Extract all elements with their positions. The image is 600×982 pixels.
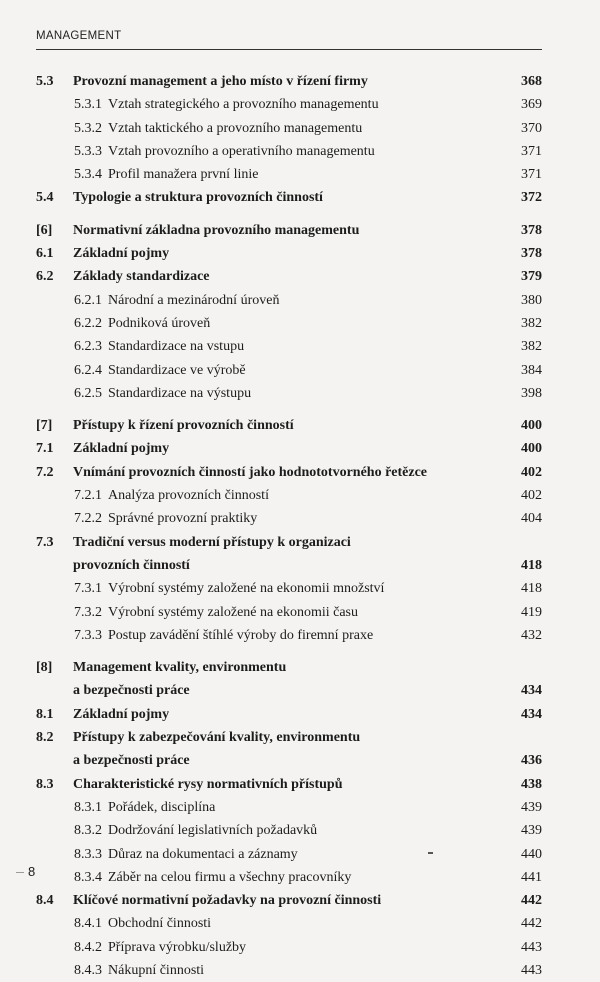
toc-page-number: 438 xyxy=(521,776,542,792)
toc-title xyxy=(36,819,506,842)
toc-page-number: 439 xyxy=(521,799,542,815)
toc-number: 5.3.2 xyxy=(74,120,102,136)
header-rule xyxy=(36,49,542,50)
toc-number: 5.3.1 xyxy=(74,97,102,113)
toc-title: Provozní management a jeho místo v řízení firmy xyxy=(73,74,368,89)
toc-title xyxy=(36,577,506,600)
toc-title xyxy=(36,601,506,624)
toc-section-row xyxy=(36,461,542,484)
toc-page-number: 418 xyxy=(521,557,542,573)
toc-number: 6.2.5 xyxy=(74,385,102,401)
toc-title-text: Vztah strategického a provozního managementu xyxy=(108,97,379,113)
toc-title: Přístupy k zabezpečování kvality, environmentu xyxy=(73,730,361,746)
toc-number: [7] xyxy=(36,418,53,434)
table-of-contents xyxy=(36,70,542,982)
toc-title xyxy=(36,140,506,163)
toc-page-number: 439 xyxy=(521,823,542,839)
toc-page-number: 382 xyxy=(521,339,542,355)
toc-page-number: 400 xyxy=(521,418,542,434)
folio-mark xyxy=(16,872,24,873)
toc-page-number: 398 xyxy=(521,385,542,401)
toc-page-number: 418 xyxy=(521,581,542,597)
toc-number: 7.3.2 xyxy=(74,604,102,620)
toc-page-number: 440 xyxy=(521,846,542,862)
toc-number: 6.2.3 xyxy=(74,339,102,355)
toc-title xyxy=(36,507,506,530)
toc-title: Normativní základna provozního managementu xyxy=(73,222,360,238)
page-number: 8 xyxy=(28,864,36,879)
toc-section-row xyxy=(36,889,542,912)
toc-page-number: 368 xyxy=(521,74,542,89)
toc-title xyxy=(36,484,506,507)
toc-subsection-row xyxy=(36,359,542,382)
toc-subsection-row xyxy=(36,117,542,140)
toc-title-text: Obchodní činnosti xyxy=(108,916,212,932)
toc-title: Management kvality, environmentu xyxy=(73,660,287,676)
toc-title-text: Správné provozní praktiky xyxy=(108,511,258,527)
toc-number: 8.4.3 xyxy=(74,962,102,978)
toc-number: 8.4 xyxy=(36,893,54,909)
toc-page-number: 384 xyxy=(521,362,542,378)
toc-number: 7.3.1 xyxy=(74,581,102,597)
toc-page-number: 436 xyxy=(521,753,542,769)
toc-title: provozních činností xyxy=(73,557,190,573)
toc-title-text: Vztah provozního a operativního managementu xyxy=(108,143,375,159)
toc-title xyxy=(36,382,506,405)
toc-title-text: Standardizace na vstupu xyxy=(108,339,245,355)
toc-title xyxy=(36,796,506,819)
ink-speck xyxy=(428,852,433,854)
toc-title-text: Národní a mezinárodní úroveň xyxy=(108,292,280,308)
toc-title: a bezpečnosti práce xyxy=(73,753,190,769)
toc-title xyxy=(36,359,506,382)
toc-title: Charakteristické rysy normativních přístupů xyxy=(73,776,343,792)
toc-section-row xyxy=(36,726,542,749)
toc-page-number: 441 xyxy=(521,869,542,885)
toc-section-row xyxy=(36,70,542,93)
toc-page-number: 380 xyxy=(521,292,542,308)
toc-page-number: 400 xyxy=(521,441,542,457)
toc-section-row xyxy=(36,554,542,577)
toc-subsection-row xyxy=(36,335,542,358)
toc-subsection-row xyxy=(36,912,542,935)
toc-subsection-row xyxy=(36,601,542,624)
toc-title: Základní pojmy xyxy=(73,706,170,722)
toc-page-number: 382 xyxy=(521,315,542,331)
toc-title xyxy=(36,912,506,935)
toc-title-text: Nákupní činnosti xyxy=(108,962,205,978)
toc-title-text: Záběr na celou firmu a všechny pracovníky xyxy=(108,869,352,885)
toc-title-text: Standardizace ve výrobě xyxy=(108,362,246,378)
toc-number: 8.3.3 xyxy=(74,846,102,862)
toc-page-number: 434 xyxy=(521,706,542,722)
toc-number: 6.2.4 xyxy=(74,362,102,378)
toc-number: 8.4.2 xyxy=(74,939,102,955)
toc-title xyxy=(36,624,506,647)
toc-subsection-row xyxy=(36,959,542,982)
toc-page-number: 443 xyxy=(521,939,542,955)
toc-subsection-row xyxy=(36,312,542,335)
toc-number: 5.3 xyxy=(36,74,54,89)
toc-title: Klíčové normativní požadavky na provozní činnosti xyxy=(73,893,382,909)
toc-subsection-row xyxy=(36,507,542,530)
toc-title-text: Analýza provozních činností xyxy=(108,488,269,504)
toc-title: Základní pojmy xyxy=(73,441,170,457)
toc-title xyxy=(36,93,506,116)
toc-title xyxy=(36,163,506,186)
toc-number: 8.3.2 xyxy=(74,823,102,839)
toc-page-number: 369 xyxy=(521,97,542,113)
toc-title xyxy=(36,335,506,358)
toc-section-row xyxy=(36,656,542,679)
toc-number: 6.2.2 xyxy=(74,315,102,331)
toc-subsection-row xyxy=(36,484,542,507)
toc-subsection-row xyxy=(36,819,542,842)
toc-number: 5.3.3 xyxy=(74,143,102,159)
toc-number: 6.1 xyxy=(36,246,54,262)
toc-title-text: Dodržování legislativních požadavků xyxy=(108,823,318,839)
toc-title xyxy=(36,289,506,312)
toc-number: 8.2 xyxy=(36,730,54,746)
toc-page-number: 402 xyxy=(521,464,542,480)
toc-subsection-row xyxy=(36,624,542,647)
toc-subsection-row xyxy=(36,163,542,186)
toc-number: 7.3 xyxy=(36,534,54,550)
toc-section-row xyxy=(36,414,542,437)
toc-number: 5.4 xyxy=(36,190,54,206)
running-head: MANAGEMENT xyxy=(36,30,122,42)
toc-number: [6] xyxy=(36,222,53,238)
toc-title xyxy=(36,312,506,335)
toc-section-row xyxy=(36,531,542,554)
toc-page-number: 419 xyxy=(521,604,542,620)
toc-section-row xyxy=(36,703,542,726)
toc-section-row xyxy=(36,749,542,772)
toc-page-number: 443 xyxy=(521,962,542,978)
toc-number: 8.4.1 xyxy=(74,916,102,932)
toc-title-text: Důraz na dokumentaci a záznamy xyxy=(108,846,298,862)
toc-number: 6.2 xyxy=(36,269,54,285)
toc-subsection-row xyxy=(36,796,542,819)
toc-number: 8.3.4 xyxy=(74,869,102,885)
toc-number: 7.2 xyxy=(36,464,54,480)
toc-title-text: Postup zavádění štíhlé výroby do firemní praxe xyxy=(108,627,374,643)
toc-title-text: Výrobní systémy založené na ekonomii množství xyxy=(108,581,385,597)
toc-title: a bezpečnosti práce xyxy=(73,683,190,699)
toc-subsection-row xyxy=(36,93,542,116)
toc-page-number: 402 xyxy=(521,488,542,504)
toc-number: 7.1 xyxy=(36,441,54,457)
toc-page-number: 442 xyxy=(521,916,542,932)
toc-title xyxy=(36,866,506,889)
toc-page-number: 404 xyxy=(521,511,542,527)
toc-section-row xyxy=(36,242,542,265)
toc-title-text: Podniková úroveň xyxy=(108,315,211,331)
toc-title-text: Pořádek, disciplína xyxy=(108,799,216,815)
toc-subsection-row xyxy=(36,843,542,866)
toc-title: Vnímání provozních činností jako hodnototvorného řetězce xyxy=(73,464,428,480)
toc-section-row xyxy=(36,679,542,702)
toc-title: Přístupy k řízení provozních činností xyxy=(73,418,294,434)
toc-page-number: 372 xyxy=(521,190,542,206)
toc-section-row xyxy=(36,186,542,209)
toc-number: [8] xyxy=(36,660,53,676)
toc-title xyxy=(36,843,506,866)
toc-title xyxy=(36,936,506,959)
toc-section-row xyxy=(36,437,542,460)
toc-subsection-row xyxy=(36,577,542,600)
toc-page-number: 379 xyxy=(521,269,542,285)
toc-number: 8.3.1 xyxy=(74,799,102,815)
toc-title-text: Vztah taktického a provozního managementu xyxy=(108,120,363,136)
toc-title: Základy standardizace xyxy=(73,269,210,285)
toc-title xyxy=(36,959,506,982)
toc-subsection-row xyxy=(36,382,542,405)
toc-title-text: Standardizace na výstupu xyxy=(108,385,252,401)
toc-title: Základní pojmy xyxy=(73,246,170,262)
toc-number: 7.3.3 xyxy=(74,627,102,643)
toc-title-text: Příprava výrobku/služby xyxy=(108,939,247,955)
toc-section-row xyxy=(36,265,542,288)
toc-page-number: 371 xyxy=(521,143,542,159)
toc-number: 7.2.1 xyxy=(74,488,102,504)
toc-page-number: 378 xyxy=(521,246,542,262)
toc-page-number: 371 xyxy=(521,167,542,183)
toc-page-number: 370 xyxy=(521,120,542,136)
toc-subsection-row xyxy=(36,289,542,312)
toc-page-number: 378 xyxy=(521,222,542,238)
toc-subsection-row xyxy=(36,866,542,889)
toc-title: Tradiční versus moderní přístupy k organizaci xyxy=(73,534,351,550)
toc-title-text: Výrobní systémy založené na ekonomii času xyxy=(108,604,358,620)
toc-subsection-row xyxy=(36,936,542,959)
toc-subsection-row xyxy=(36,140,542,163)
toc-title-text: Profil manažera první linie xyxy=(108,167,259,183)
toc-page-number: 442 xyxy=(521,893,542,909)
toc-title xyxy=(36,117,506,140)
toc-page-number: 432 xyxy=(521,627,542,643)
toc-number: 6.2.1 xyxy=(74,292,102,308)
toc-number: 8.1 xyxy=(36,706,54,722)
toc-number: 7.2.2 xyxy=(74,511,102,527)
toc-section-row xyxy=(36,773,542,796)
toc-number: 5.3.4 xyxy=(74,167,102,183)
toc-number: 8.3 xyxy=(36,776,54,792)
toc-section-row xyxy=(36,219,542,242)
toc-title: Typologie a struktura provozních činností xyxy=(73,190,323,206)
toc-page-number: 434 xyxy=(521,683,542,699)
